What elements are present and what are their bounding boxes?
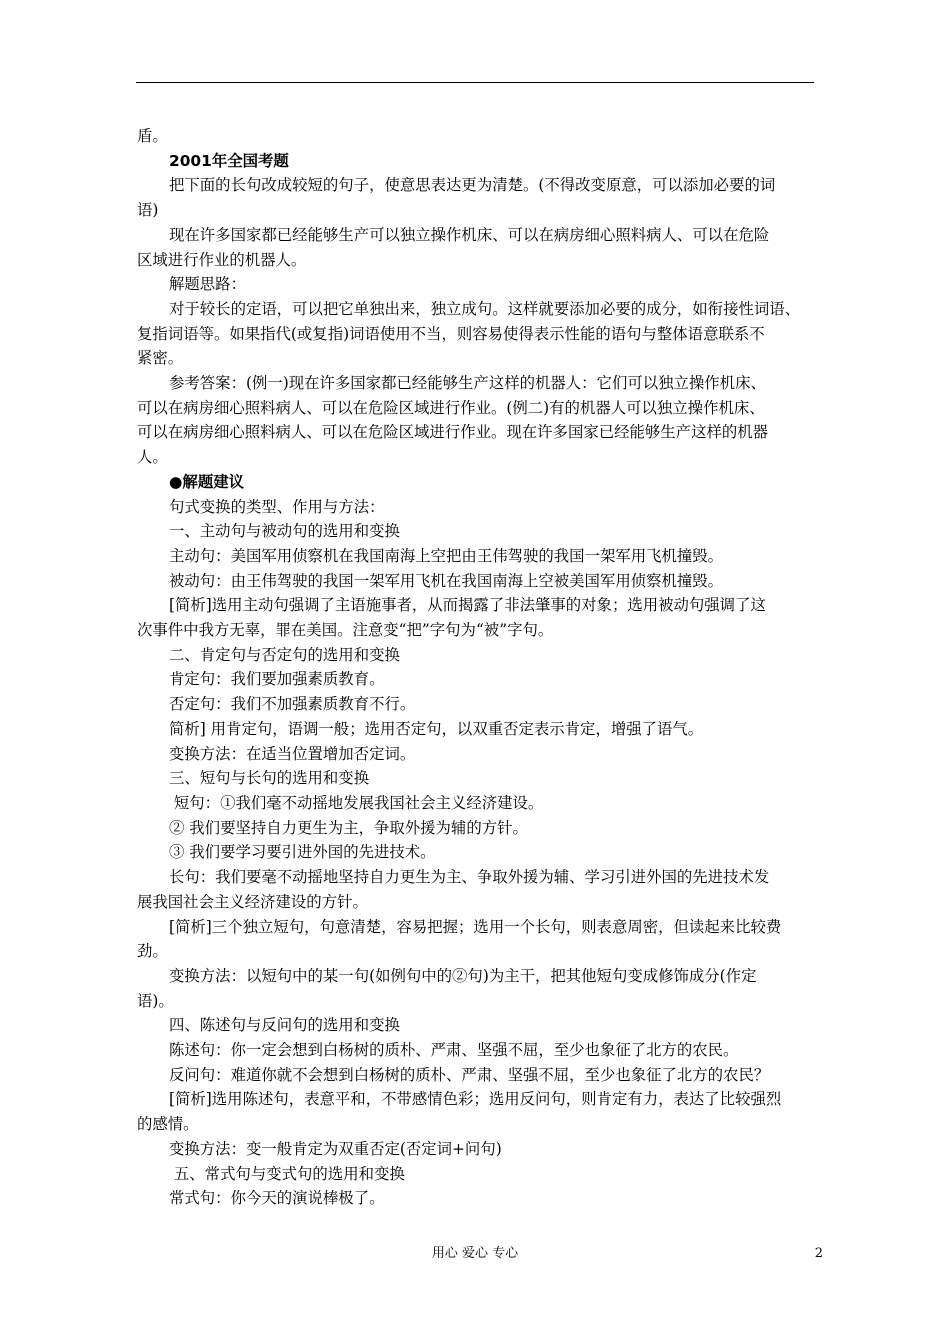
text-line: 陈述句：你一定会想到白杨树的质朴、严肃、坚强不屈，至少也象征了北方的农民。 xyxy=(169,1041,739,1060)
text-line: 主动句：美国军用侦察机在我国南海上空把由王伟驾驶的我国一架军用飞机撞毁。 xyxy=(169,546,724,565)
text-line: 句式变换的类型、作用与方法： xyxy=(169,497,385,516)
text-line: 对于较长的定语，可以把它单独出来，独立成句。这样就要添加必要的成分，如衔接性词语、 xyxy=(169,299,801,318)
text-line: 紧密。 xyxy=(137,349,184,368)
text-line: ② 我们要坚持自力更生为主，争取外援为辅的方针。 xyxy=(169,818,528,837)
text-line: 变换方法：变一般肯定为双重否定(否定词+问句) xyxy=(169,1139,502,1158)
text-line: 简析] 用肯定句，语调一般；选用否定句，以双重否定表示肯定，增强了语气。 xyxy=(169,719,704,738)
body-text xyxy=(137,124,815,1211)
text-line: 二、肯定句与否定句的选用和变换 xyxy=(169,645,400,664)
text-line: 复指词语等。如果指代(或复指)词语使用不当，则容易使得表示性能的语句与整体语意联系不 xyxy=(137,324,765,343)
text-line: 解题思路： xyxy=(169,275,246,294)
text-line: 变换方法：在适当位置增加否定词。 xyxy=(169,744,416,763)
text-line: 变换方法：以短句中的某一句(如例句中的②句)为主干，把其他短句变成修饰成分(作定 xyxy=(169,966,757,985)
text-line: 把下面的长句改成较短的句子，使意思表达更为清楚。(不得改变原意，可以添加必要的词 xyxy=(169,176,776,195)
text-line: [简析]选用陈述句，表意平和，不带感情色彩；选用反问句，则肯定有力，表达了比较强烈 xyxy=(169,1090,782,1109)
text-line: ③ 我们要学习要引进外国的先进技术。 xyxy=(169,843,436,862)
text-line: 被动句：由王伟驾驶的我国一架军用飞机在我国南海上空被美国军用侦察机撞毁。 xyxy=(169,571,724,590)
text-line: 现在许多国家都已经能够生产可以独立操作机床、可以在病房细心照料病人、可以在危险 xyxy=(169,225,770,244)
text-line: 人。 xyxy=(137,448,168,467)
text-line: 次事件中我方无辜，罪在美国。注意变“把”字句为“被”字句。 xyxy=(137,621,554,640)
text-line: 反问句：难道你就不会想到白杨树的质朴、严肃、坚强不屈，至少也象征了北方的农民？ xyxy=(169,1065,770,1084)
text-line: 一、主动句与被动句的选用和变换 xyxy=(169,522,400,541)
text-line: 四、陈述句与反问句的选用和变换 xyxy=(169,1016,400,1035)
text-line: 肯定句：我们要加强素质教育。 xyxy=(169,670,385,689)
text-line: 五、常式句与变式句的选用和变换 xyxy=(169,1164,405,1183)
heading-line: ●解题建议 xyxy=(169,472,244,491)
page-number: 2 xyxy=(814,1246,823,1261)
text-line: 劲。 xyxy=(137,942,168,961)
text-line: 的感情。 xyxy=(137,1115,199,1134)
text-line: 语) xyxy=(137,201,159,220)
text-line: [简析]选用主动句强调了主语施事者，从而揭露了非法肇事的对象；选用被动句强调了这 xyxy=(169,596,766,615)
text-line: 短句：①我们毫不动摇地发展我国社会主义经济建设。 xyxy=(169,793,544,812)
text-line: 三、短句与长句的选用和变换 xyxy=(169,769,370,788)
text-line: 参考答案：(例一)现在许多国家都已经能够生产这样的机器人：它们可以独立操作机床、 xyxy=(169,374,766,393)
text-line: [简析]三个独立短句，句意清楚，容易把握；选用一个长句，则表意周密，但读起来比较费 xyxy=(169,917,782,936)
text-line: 展我国社会主义经济建设的方针。 xyxy=(137,892,368,911)
text-line: 长句：我们要毫不动摇地坚持自力更生为主、争取外援为辅、学习引进外国的先进技术发 xyxy=(169,868,770,887)
heading-line: 2001年全国考题 xyxy=(169,151,289,170)
text-line: 区域进行作业的机器人。 xyxy=(137,250,307,269)
text-line: 常式句：你今天的演说棒极了。 xyxy=(169,1189,385,1208)
header-rule xyxy=(136,82,814,83)
text-line: 语)。 xyxy=(137,991,174,1010)
text-line: 否定句：我们不加强素质教育不行。 xyxy=(169,695,416,714)
text-line: 可以在病房细心照料病人、可以在危险区域进行作业。(例二)有的机器人可以独立操作机床、 xyxy=(137,398,765,417)
footer-motto: 用心 爱心 专心 xyxy=(431,1246,519,1261)
text-line: 盾。 xyxy=(137,127,168,145)
text-line: 可以在病房细心照料病人、可以在危险区域进行作业。现在许多国家已经能够生产这样的机器 xyxy=(137,423,769,442)
